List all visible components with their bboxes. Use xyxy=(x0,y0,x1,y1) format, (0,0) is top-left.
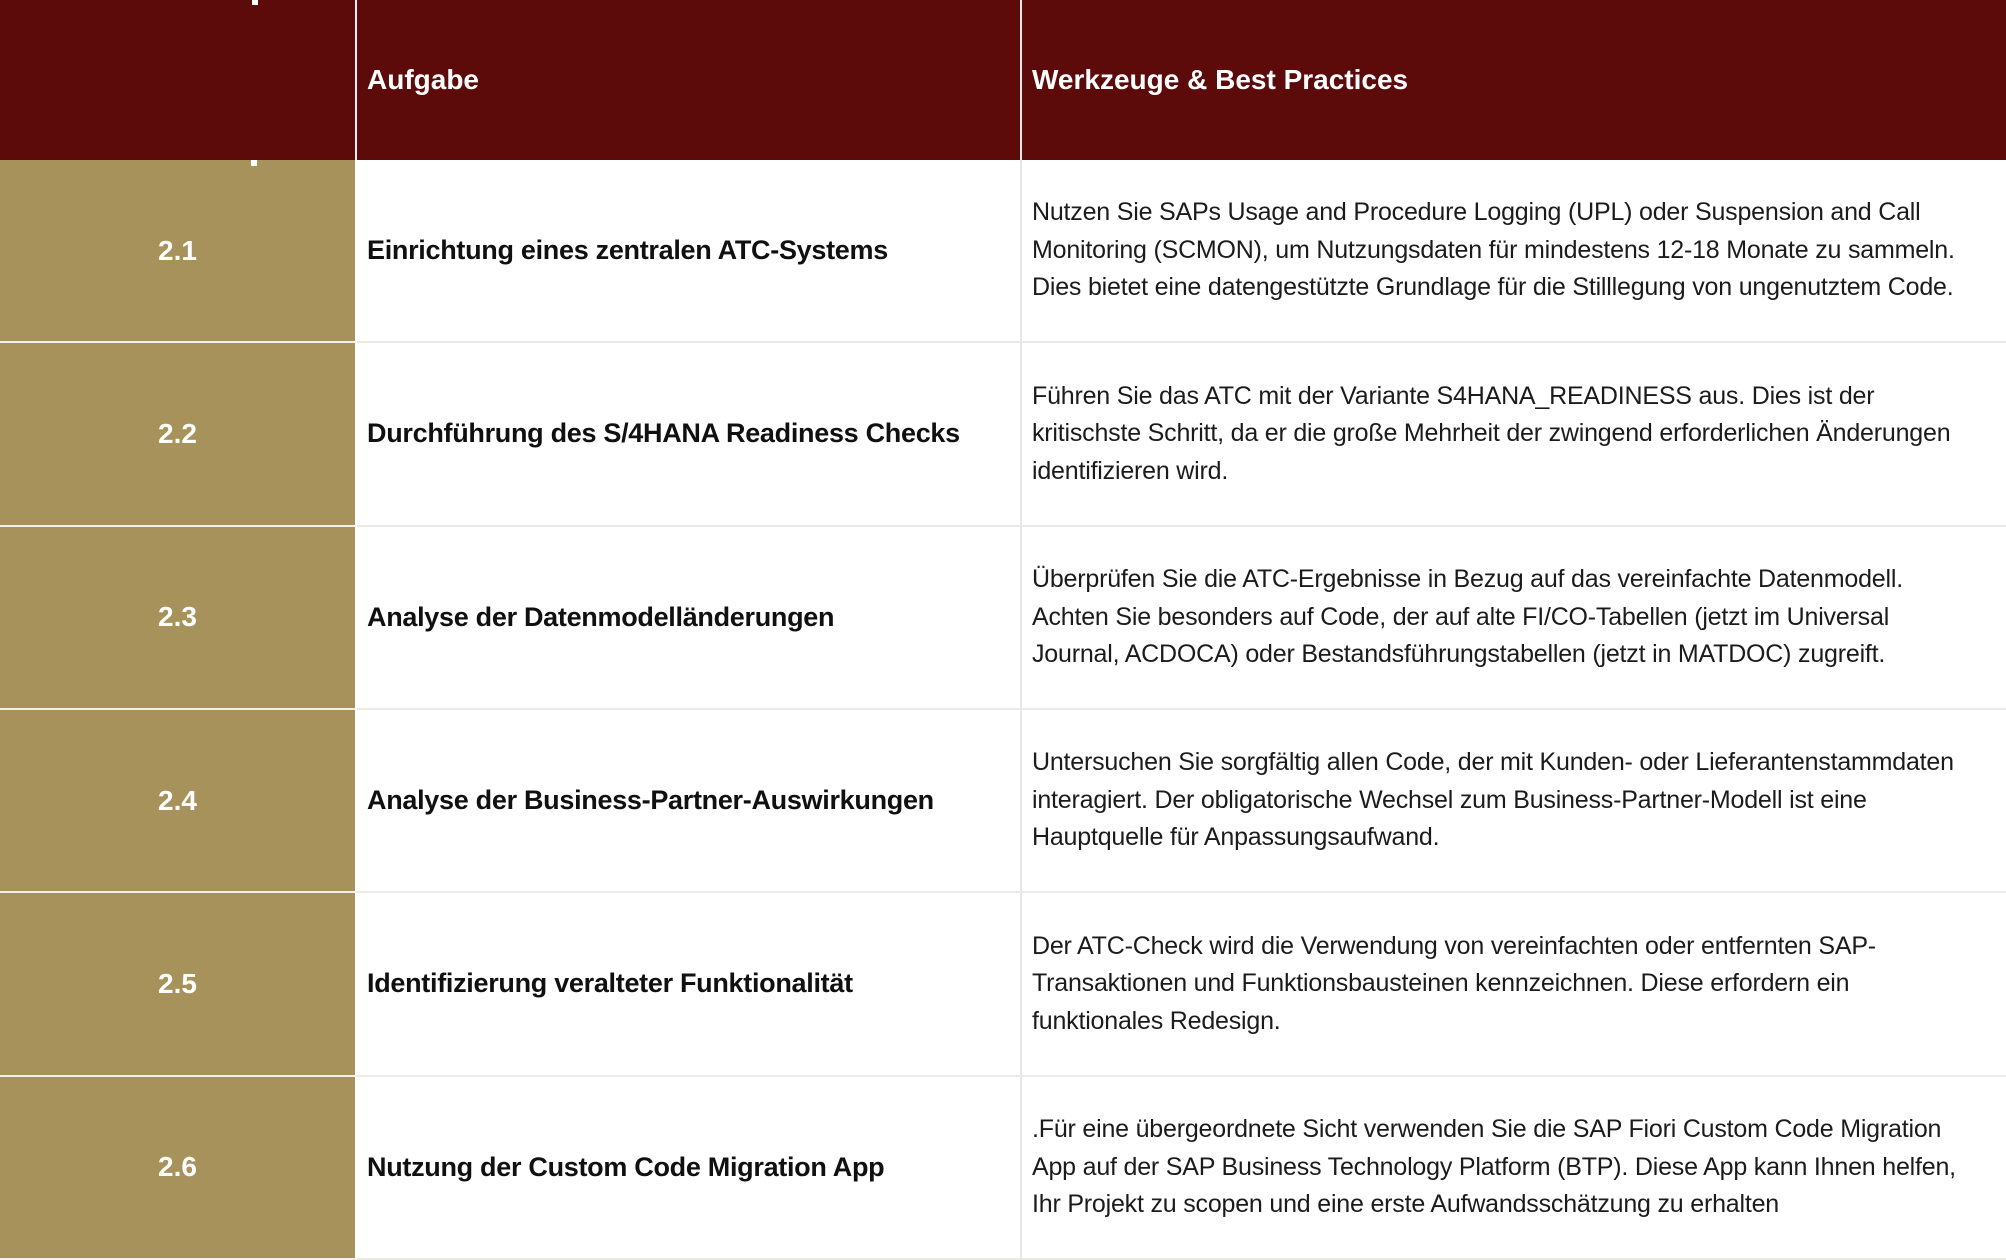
header-task-label: Aufgabe xyxy=(367,64,479,95)
tools-text: Führen Sie das ATC mit der Variante S4HANA_READINESS aus. Dies ist der kritischste Schritt, da er die große Mehrheit der zwingend erforderlichen Änderungen identifizieren wird. xyxy=(1032,381,1951,485)
header-task-cell xyxy=(357,0,1022,160)
tools-text: .Für eine übergeordnete Sicht verwenden Sie die SAP Fiori Custom Code Migration App auf der SAP Business Technology Platform (BTP). Diese App kann Ihnen helfen, Ihr Projekt zu scopen und eine erste Aufwandsschätzung zu erhalten xyxy=(1032,1115,1956,1219)
row-id: 2.4 xyxy=(158,784,197,816)
row-id: 2.2 xyxy=(158,417,197,449)
header-tools-cell xyxy=(1022,0,2006,160)
row-id-cell xyxy=(0,343,357,526)
tools-cell xyxy=(1022,160,2006,343)
task-cell xyxy=(357,527,1022,710)
row-id-cell xyxy=(0,1077,357,1260)
task-text: Durchführung des S/4HANA Readiness Checks xyxy=(367,418,960,449)
top-edge-tick xyxy=(252,0,258,5)
tools-text: Der ATC-Check wird die Verwendung von vereinfachten oder entfernten SAP-Transaktionen und Funktionsbausteinen kennzeichnen. Diese erfordern ein funktionales Redesign. xyxy=(1032,931,1876,1035)
row-id: 2.1 xyxy=(158,234,197,266)
task-text: Einrichtung eines zentralen ATC-Systems xyxy=(367,235,888,266)
row-id-cell xyxy=(0,710,357,893)
tools-cell xyxy=(1022,710,2006,893)
tools-cell xyxy=(1022,1077,2006,1260)
tools-text: Nutzen Sie SAPs Usage and Procedure Logging (UPL) oder Suspension and Call Monitoring (SCMON), um Nutzungsdaten für mindestens 12-18 Monate zu sammeln. Dies bietet eine datengestützte Grundlage für die Stilllegung von ungenutztem Code. xyxy=(1032,198,1955,302)
header-id-cell xyxy=(0,0,357,160)
task-text: Nutzung der Custom Code Migration App xyxy=(367,1151,885,1182)
header-tools-label: Werkzeuge & Best Practices xyxy=(1032,64,1409,95)
tools-cell xyxy=(1022,527,2006,710)
row-id-cell xyxy=(0,893,357,1076)
header-row-boundary-tick xyxy=(251,160,257,166)
tools-text: Überprüfen Sie die ATC-Ergebnisse in Bezug auf das vereinfachte Datenmodell. Achten Sie besonders auf Code, der auf alte FI/CO-Tabellen (jetzt im Universal Journal, ACDOCA) oder Bestandsführungstabellen (jetzt in MATDOC) zugreift. xyxy=(1032,565,1903,669)
row-id: 2.6 xyxy=(158,1151,197,1183)
task-cell xyxy=(357,160,1022,343)
task-cell xyxy=(357,893,1022,1076)
tools-text: Untersuchen Sie sorgfältig allen Code, der mit Kunden- oder Lieferantenstammdaten interagiert. Der obligatorische Wechsel zum Business-Partner-Modell ist eine Hauptquelle für Anpassungsaufwand. xyxy=(1032,748,1954,852)
row-id-cell xyxy=(0,527,357,710)
task-text: Identifizierung veralteter Funktionalität xyxy=(367,968,853,999)
task-cell xyxy=(357,343,1022,526)
task-cell xyxy=(357,1077,1022,1260)
task-cell xyxy=(357,710,1022,893)
row-id-cell xyxy=(0,160,357,343)
tools-cell xyxy=(1022,343,2006,526)
row-id: 2.3 xyxy=(158,601,197,633)
row-id: 2.5 xyxy=(158,967,197,999)
task-text: Analyse der Datenmodelländerungen xyxy=(367,601,835,632)
tools-cell xyxy=(1022,893,2006,1076)
task-text: Analyse der Business-Partner-Auswirkungen xyxy=(367,785,934,816)
